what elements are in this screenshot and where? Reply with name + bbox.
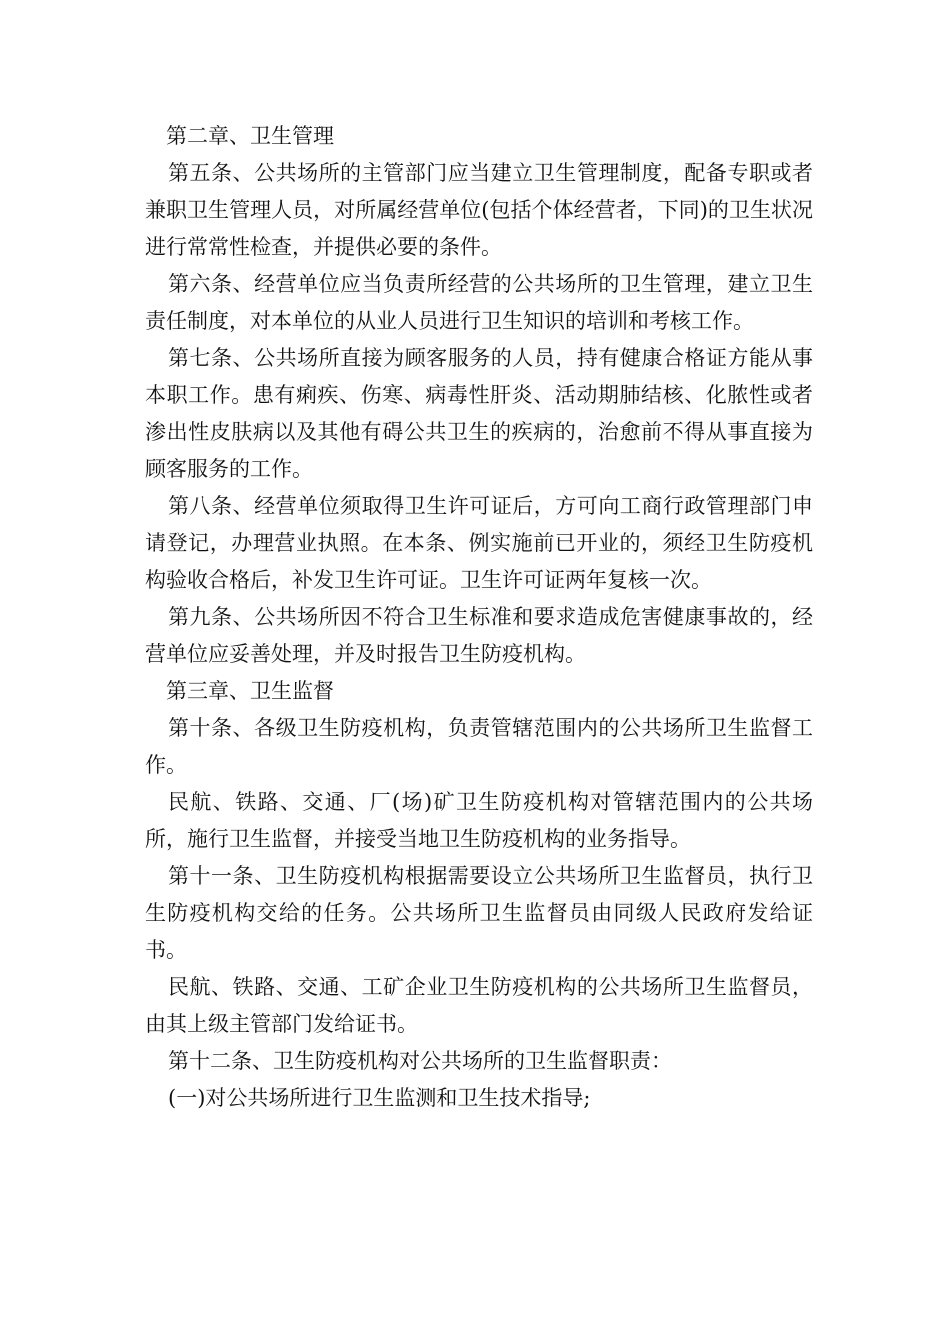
article-11-paragraph-2: 民航、铁路、交通、工矿企业卫生防疫机构的公共场所卫生监督员，由其上级主管部门发给证书。 xyxy=(145,975,813,1036)
document-body xyxy=(145,118,813,1117)
article-5: 第五条、公共场所的主管部门应当建立卫生管理制度，配备专职或者兼职卫生管理人员，对所属经营单位(包括个体经营者，下同)的卫生状况进行常常性检查，并提供必要的条件。 xyxy=(145,161,813,259)
article-11: 第十一条、卫生防疫机构根据需要设立公共场所卫生监督员，执行卫生防疫机构交给的任务。公共场所卫生监督员由同级人民政府发给证书。 xyxy=(145,864,813,962)
chapter-heading-2: 第二章、卫生管理 xyxy=(166,124,334,148)
article-12: 第十二条、卫生防疫机构对公共场所的卫生监督职责： xyxy=(168,1049,672,1073)
article-9: 第九条、公共场所因不符合卫生标准和要求造成危害健康事故的，经营单位应妥善处理，并及时报告卫生防疫机构。 xyxy=(145,605,813,666)
article-6: 第六条、经营单位应当负责所经营的公共场所的卫生管理，建立卫生责任制度，对本单位的从业人员进行卫生知识的培训和考核工作。 xyxy=(145,272,813,333)
article-10-paragraph-2: 民航、铁路、交通、厂(场)矿卫生防疫机构对管辖范围内的公共场所，施行卫生监督，并接受当地卫生防疫机构的业务指导。 xyxy=(145,790,813,851)
chapter-heading-3: 第三章、卫生监督 xyxy=(166,679,334,703)
article-12-item-1: (一)对公共场所进行卫生监测和卫生技术指导; xyxy=(168,1086,591,1110)
article-7: 第七条、公共场所直接为顾客服务的人员，持有健康合格证方能从事本职工作。患有痢疾、伤寒、病毒性肝炎、活动期肺结核、化脓性或者渗出性皮肤病以及其他有碍公共卫生的疾病的，治愈前不得从事直接为顾客服务的工作。 xyxy=(145,346,813,481)
article-10: 第十条、各级卫生防疫机构，负责管辖范围内的公共场所卫生监督工作。 xyxy=(145,716,813,777)
article-8: 第八条、经营单位须取得卫生许可证后，方可向工商行政管理部门申请登记，办理营业执照。在本条、例实施前已开业的，须经卫生防疫机构验收合格后，补发卫生许可证。卫生许可证两年复核一次。 xyxy=(145,494,813,592)
